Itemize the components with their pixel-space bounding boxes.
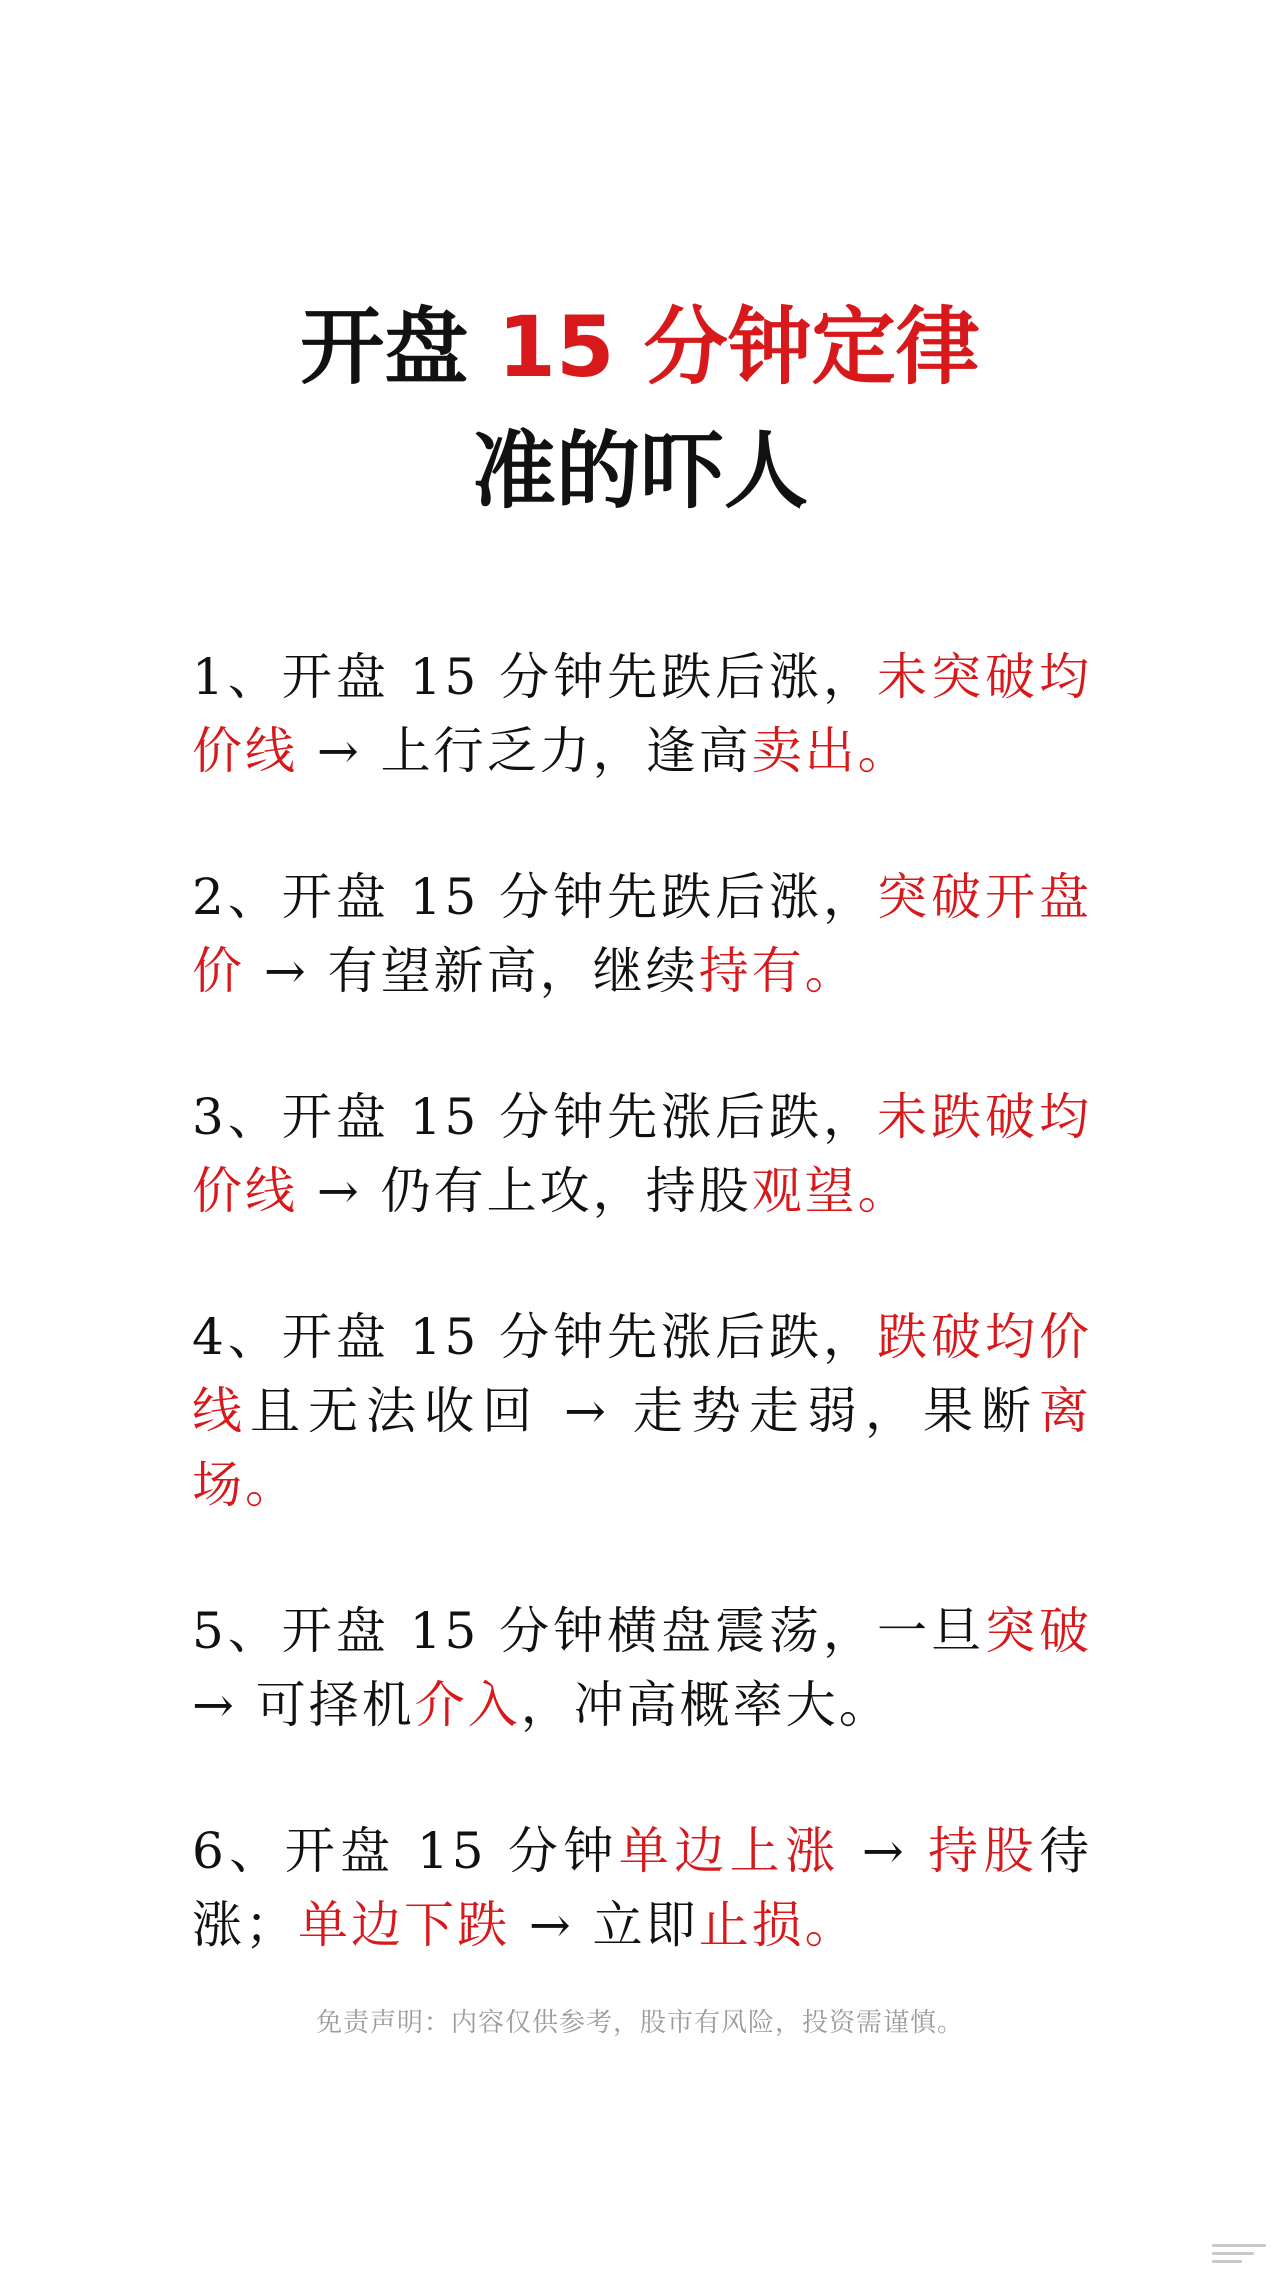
rule-highlight-text: 卖出。 (751, 722, 911, 780)
rule-text: → 上行乏力，逢高 (298, 722, 752, 780)
rule-text: 6、开盘 15 分钟 (192, 1822, 619, 1880)
rules-list (192, 640, 1092, 2034)
rule-text: → 立即 (510, 1896, 699, 1954)
rule-highlight-text: 跌破均价线 (192, 1308, 1092, 1440)
rule-item (192, 1814, 1092, 1962)
rule-text: → (840, 1822, 929, 1880)
rule-text: → 有望新高，继续 (245, 942, 699, 1000)
rule-item (192, 640, 1092, 788)
rule-highlight-text: 持有。 (698, 942, 858, 1000)
rule-highlight-text: 离场。 (192, 1382, 1093, 1514)
title-line-2: 准的吓人 (471, 422, 808, 520)
rule-highlight-text: 观望。 (751, 1162, 911, 1220)
rule-highlight-text: 止损。 (698, 1896, 858, 1954)
page-title (0, 285, 1280, 533)
rule-highlight-text: 持股 (928, 1822, 1040, 1880)
rule-item (192, 1594, 1092, 1742)
title-highlight: 15 分钟定律 (497, 298, 980, 396)
rule-text: → 仍有上攻，持股 (298, 1162, 752, 1220)
rule-highlight-text: 介入 (414, 1676, 521, 1734)
title-prefix: 开盘 (300, 298, 498, 396)
scroll-indicator-icon (1212, 2242, 1266, 2266)
rule-text: 2、开盘 15 分钟先跌后涨， (192, 868, 878, 926)
rule-text: 1、开盘 15 分钟先跌后涨， (192, 648, 878, 706)
rule-text: 待涨； (192, 1822, 1093, 1954)
rule-highlight-text: 单边上涨 (618, 1822, 841, 1880)
rule-text: 4、开盘 15 分钟先涨后跌， (192, 1308, 878, 1366)
rule-highlight-text: 单边下跌 (298, 1896, 510, 1954)
rule-text: 3、开盘 15 分钟先涨后跌， (192, 1088, 878, 1146)
title-line-1 (0, 285, 1280, 409)
rule-text: ，冲高概率大。 (520, 1676, 892, 1734)
rule-highlight-text: 未跌破均价线 (192, 1088, 1092, 1220)
rule-highlight-text: 未突破均价线 (192, 648, 1092, 780)
disclaimer: 免责声明：内容仅供参考，股市有风险，投资需谨慎。 (315, 2008, 964, 2038)
rule-highlight-text: 突破开盘价 (192, 868, 1092, 1000)
rule-text: 且无法收回 → 走势走弱，果断 (250, 1382, 1040, 1440)
rule-item (192, 1300, 1092, 1522)
rule-highlight-text: 突破 (985, 1602, 1093, 1660)
rule-text: → 可择机 (192, 1676, 415, 1734)
rule-item (192, 860, 1092, 1008)
rule-item (192, 1080, 1092, 1228)
rule-text: 5、开盘 15 分钟横盘震荡，一旦 (192, 1602, 986, 1660)
